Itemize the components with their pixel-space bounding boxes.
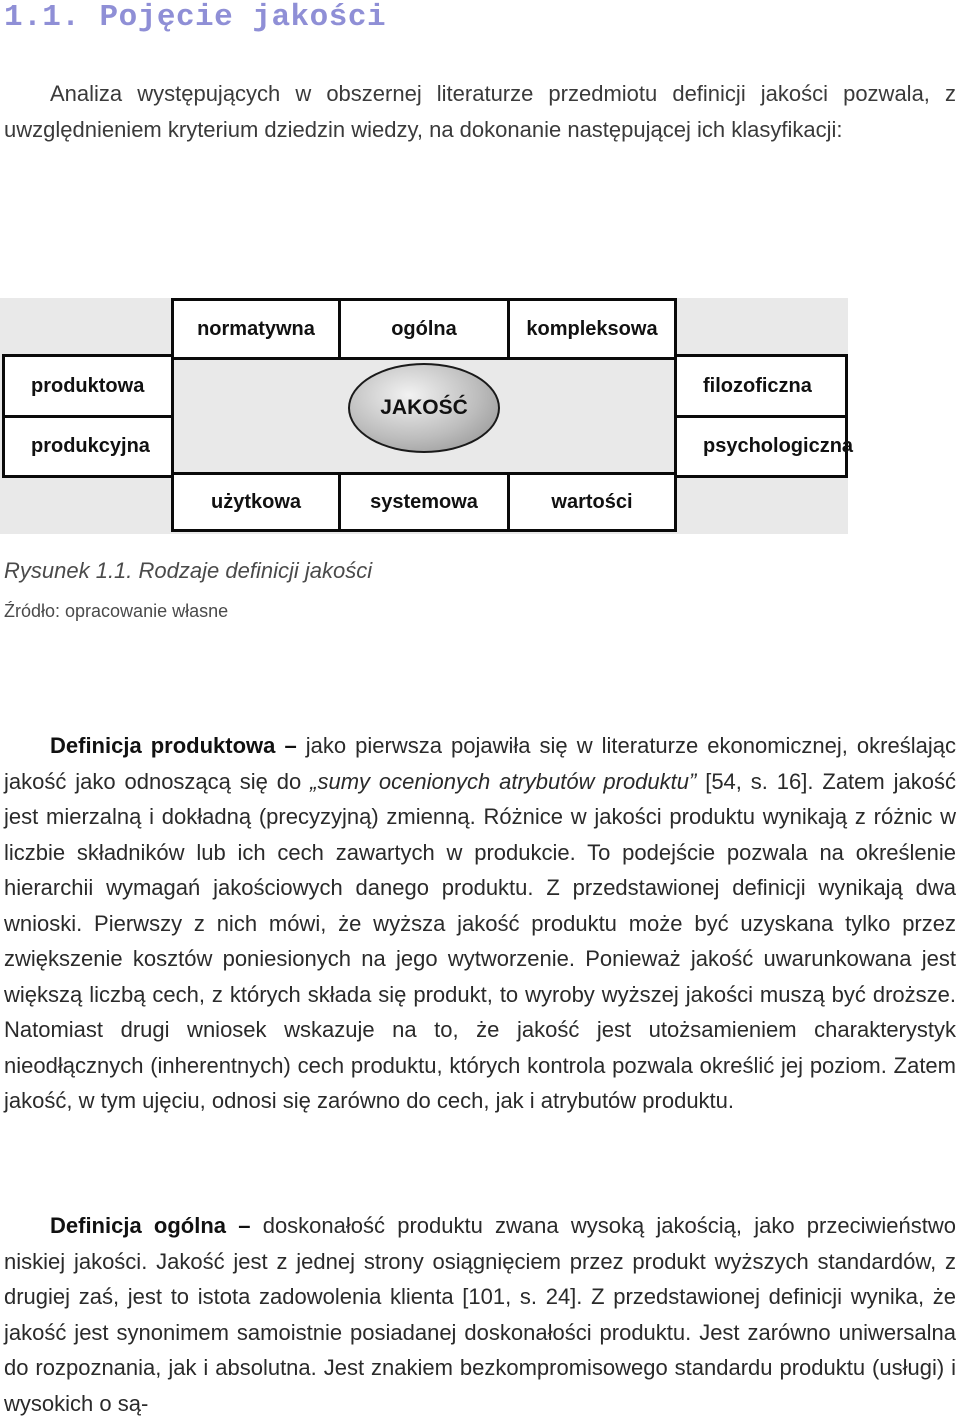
box-uzytkowa: użytkowa bbox=[171, 472, 341, 532]
intro-text: Analiza występujących w obszernej literaturze przedmiotu definicji jakości pozwala, z uwzględnieniem kryterium dziedzin wiedzy, na dokonanie następującej ich klasyfikacji: bbox=[4, 81, 956, 142]
quality-definitions-diagram bbox=[0, 298, 854, 534]
box-ogolna: ogólna bbox=[338, 298, 510, 360]
center-ellipse-jakosc: JAKOŚĆ bbox=[348, 363, 500, 453]
box-systemowa: systemowa bbox=[338, 472, 510, 532]
term-dash: – bbox=[284, 733, 297, 758]
figure-source: Źródło: opracowanie własne bbox=[4, 601, 229, 621]
box-produkcyjna: produkcyjna bbox=[2, 415, 174, 478]
figure-caption bbox=[4, 556, 372, 586]
box-normatywna: normatywna bbox=[171, 298, 341, 360]
figure-title: Rodzaje definicji jakości bbox=[138, 558, 373, 583]
figure-label: Rysunek 1.1. bbox=[4, 558, 133, 583]
section-title: Pojęcie jakości bbox=[99, 0, 387, 35]
box-kompleksowa: kompleksowa bbox=[507, 298, 677, 360]
paragraph1-quote: „sumy ocenionych atrybutów produktu” bbox=[310, 768, 697, 794]
paragraph1-text-start: jako pierwsza pojawiła się w literaturze ekonomicznej, określając jakość jako odnoszącą się do bbox=[4, 733, 956, 794]
term-dash: – bbox=[238, 1213, 251, 1238]
box-wartosci: wartości bbox=[507, 472, 677, 532]
paragraph-general-definition bbox=[4, 1208, 956, 1421]
term-general-definition: Definicja ogólna bbox=[50, 1213, 227, 1238]
box-psychologiczna: psychologiczna bbox=[674, 415, 848, 478]
section-number: 1.1. bbox=[4, 0, 81, 35]
paragraph-product-definition bbox=[4, 728, 956, 1119]
intro-paragraph bbox=[4, 76, 956, 147]
paragraph1-text-end: [54, s. 16]. Zatem jakość jest mierzalną i dokładną (precyzyjną) zmienną. Różnice w jakości produktu wynikają z różnic w liczbie składników lub ich cech zawartych w produkcie. To podejście pozwala na określenie hierarchii wymagań jakościowych danego produktu. Z przedstawionej definicji wynikają dwa wnioski. Pierwszy z nich mówi, że wyższa jakość produktu może być uzyskana tylko przez zwiększenie kosztów poniesionych na jego wytworzenie. Ponieważ jakość uwarunkowana jest większą liczbą cech, z których składa się produkt, to wyroby wyższej jakości muszą być droższe. Natomiast drugi wniosek wskazuje na to, że jakość jest utożsamieniem charakterystyk nieodłącznych (inherentnych) cech produktu, których kontrola pozwala określić jej poziom. Zatem jakość, w tym ujęciu, odnosi się zarówno do cech, jak i atrybutów produktu. bbox=[4, 768, 956, 1113]
box-produktowa: produktowa bbox=[2, 354, 174, 418]
paragraph2-text: doskonałość produktu zwana wysoką jakością, jako przeciwieństwo niskiej jakości. Jakość jest z jednej strony osiągnięciem przez produkt wyższych standardów, z drugiej zaś, jest to istota zadowolenia klienta [101, s. 24]. Z przedstawionej definicji wynika, że jakość jest synonimem samoistnie posiadanej doskonałości produktu. Jest zarówno uniwersalna do rozpoznania, jak i absolutna. Jest znakiem bezkompromisowego standardu produktu (usługi) i wysokich o są- bbox=[4, 1213, 956, 1416]
box-filozoficzna: filozoficzna bbox=[674, 354, 848, 418]
section-heading bbox=[4, 0, 386, 36]
term-product-definition: Definicja produktowa bbox=[50, 733, 276, 758]
